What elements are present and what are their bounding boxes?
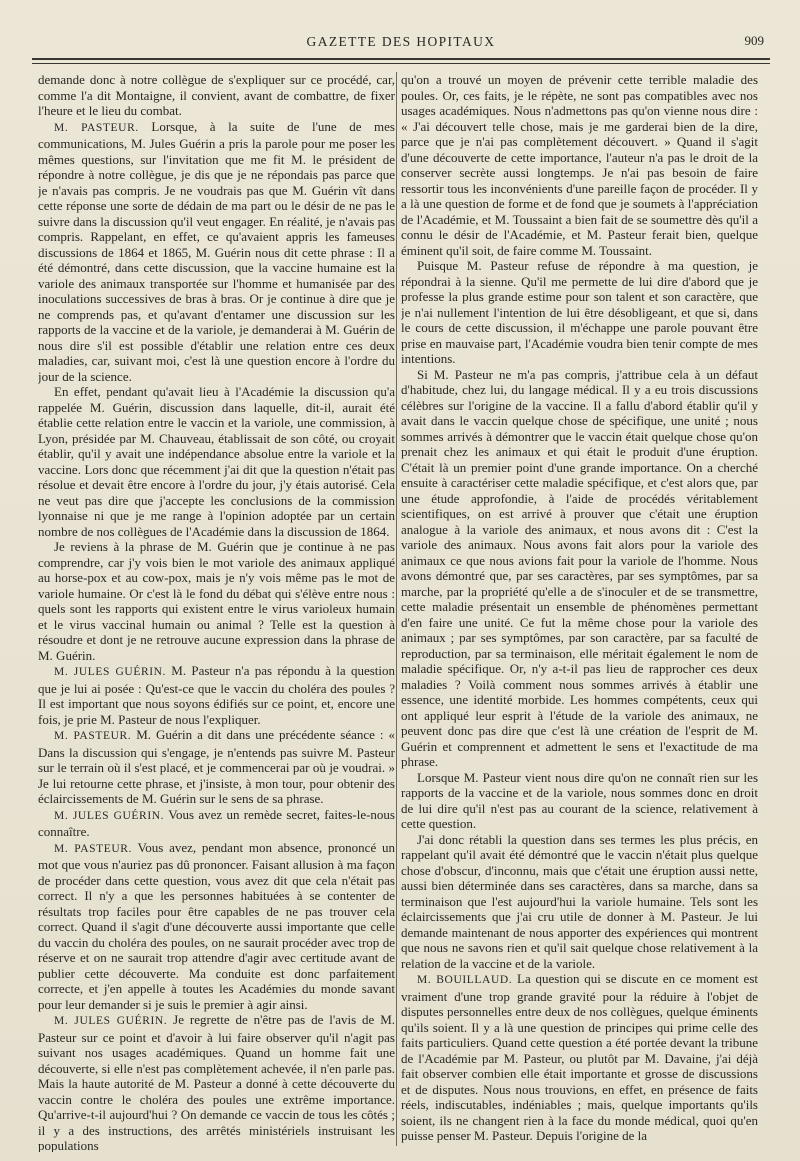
page-header	[32, 30, 770, 52]
speaker-name: M. JULES GUÉRIN.	[54, 1015, 168, 1027]
paragraph	[401, 770, 758, 832]
paragraph	[38, 539, 395, 663]
paragraph	[401, 258, 758, 367]
paragraph	[401, 971, 758, 1144]
paragraph-text: Puisque M. Pasteur refuse de répondre à ma question, je répondrai à la sienne. Qu'il me permette de lui dire d'abord que je professe la plus grande estime pour son talent et son caractère, que je n'ai nullement l'intention de lui être désobligeant, et que si, dans le cours de cette discussion, il m'échappe une parole pouvant être prise en mauvaise part, l'Académie voudra bien tenir compte de mes intentions.	[401, 258, 758, 366]
paragraph-text: J'ai donc rétabli la question dans ses termes les plus précis, en rappelant qu'il avait été démontré que le vaccin n'était plus quelque chose d'obscur, d'inconnu, mais que c'était une éruption aussi nette, aussi bien déterminée dans ses caractères, dans sa marche, dans sa terminaison que l'est aujourd'hui la variole humaine. Tels sont les éclaircissements que j'ai cru utile de donner à M. Pasteur. Je lui demande maintenant de nous apporter des expériences qui montrent que nous ne savons rien et qu'il sait quelque chose relativement à la relation de la vaccine et de la variole.	[401, 831, 758, 971]
paragraph	[38, 384, 395, 539]
speaker-name: M. BOUILLAUD.	[417, 974, 513, 986]
paragraph	[38, 840, 395, 1013]
paragraph-text: Je regrette de n'être pas de l'avis de M. Pasteur sur ce point et d'avoir à lui faire observer qu'il n'agit pas suivant nos usages académiques. Quand un homme fait une découverte, si elle n'est pas complètement achevée, il n'en parle pas. Mais la haute autorité de M. Pasteur a donné à cette découverte du vaccin contre le choléra des poules une extrême importance. Qu'arrive-t-il aujourd'hui ? On demande ce vaccin de tous les côtés ; il y a des instructions, des arrêtés ministériels instruisant les populations	[38, 1012, 395, 1152]
paragraph	[38, 119, 395, 385]
paragraph	[38, 1012, 395, 1152]
paragraph-text: Lorsque M. Pasteur vient nous dire qu'on ne connaît rien sur les rapports de la vaccine et de la variole, nous sommes donc en droit de lui dire qu'il n'est pas au courant de la science, relativement à cette question.	[401, 769, 758, 831]
paragraph-text: Vous avez, pendant mon absence, prononcé un mot que vous n'auriez pas dû prononcer. Faisant allusion à ma façon de procéder dans cette question, vous avez dit que cela n'était pas correct. Il n'y a que les personnes habituées à se contenter de résultats trop faciles pour être capables de ne pas trouver cela correct. Quand il s'agit d'une découverte aussi importante que celle du vaccin du choléra des poules, on ne saurait procéder avec trop de réserve et on ne saurait trop attendre d'agir avec certitude avant de publier cette découverte. Ma conduite est donc parfaitement correcte, et j'en appelle à toutes les Académies du monde savant pour leur demander si je suis le premier à agir ainsi.	[38, 839, 395, 1012]
page-number: 909	[744, 33, 764, 48]
paragraph-text: M. Guérin a dit dans une précédente séance : « Dans la discussion qui s'engage, je n'entends pas suivre M. Pasteur sur le terrain où il s'est placé, et je commencerai par où je voudrai. » Je lui retourne cette phrase, et j'insiste, à mon tour, pour obtenir des éclaircissements de M. Guérin sur le sens de sa phrase.	[38, 727, 395, 806]
paragraph-text: M. Pasteur n'a pas répondu à la question que je lui ai posée : Qu'est-ce que le vaccin du choléra des poules ? Il est important que nous soyons édifiés sur ce point, et, encore une fois, je prie M. Pasteur de nous l'expliquer.	[38, 663, 395, 727]
paragraph	[38, 72, 395, 119]
header-rule-thick	[32, 58, 770, 60]
paragraph-text: En effet, pendant qu'avait lieu à l'Académie la discussion qu'a rappelée M. Guérin, discussion dans laquelle, dit-il, aurait été établie cette relation entre le vaccin et la variole, une commission, à Lyon, présidée par M. Chauveau, établissait de son côté, ou croyait établir, qu'il y avait une indépendance absolue entre la variole et la vaccine. Lors donc que récemment j'ai dit que la question n'était pas résolue et devait être encore à l'ordre du jour, j'y étais autorisé. Cela ne veut pas dire que j'accepte les conclusions de la commission lyonnaise ni que je me range à l'opinion adoptée par un certain nombre de nos collègues de l'Académie dans la discussion de 1864.	[38, 384, 395, 539]
paragraph-text: La question qui se discute en ce moment est vraiment d'une trop grande gravité pour la réduire à l'objet de disputes personnelles entre deux de nos collègues, quelque éminents qu'ils soient. Il y a là une question de principes qui prime celle des faits particuliers. Quand cette question a été portée devant la tribune de l'Académie par M. Pasteur, ou plutôt par M. Davaine, j'ai déjà fait observer combien elle était importante et grosse de discussions et de disputes. Nous nous trouvions, en effet, en présence de faits réels, indiscutables, indéniables ; mais, quelque importants qu'ils soient, ils ne changent rien à la face du monde médical, quoi qu'en puisse penser M. Pasteur. Depuis l'origine de la	[401, 971, 758, 1143]
paragraph	[401, 367, 758, 770]
column-divider	[396, 72, 397, 1146]
paragraph-text: Je reviens à la phrase de M. Guérin que je continue à ne pas comprendre, car j'y vois bien le mot variole des animaux appliqué au horse-pox et au cow-pox, mais je n'y vois même pas le mot de variole humaine. Or c'est là le fond du débat qui s'élève entre nous : quels sont les rapports qui existent entre le virus varioleux humain et le virus vaccinal humain ou animal ? Telle est la question à résoudre et dont je ne retrouve aucune expression dans la phrase de M. Guérin.	[38, 539, 395, 663]
speaker-name: M. PASTEUR.	[54, 121, 139, 134]
speaker-name: M. JULES GUÉRIN.	[54, 809, 165, 822]
paragraph-text: Vous avez un remède secret, faites-le-nous connaître.	[38, 806, 395, 839]
left-column	[38, 72, 395, 1152]
running-title: GAZETTE DES HOPITAUX	[306, 34, 496, 49]
header-rule-thin	[32, 63, 770, 64]
paragraph-text: Si M. Pasteur ne m'a pas compris, j'attribue cela à un défaut d'habitude, chez lui, du langage médical. Il y a eu trois discussions célèbres sur l'origine de la vaccine. Il a fallu d'abord établir qu'il y avait dans le vaccin quelque chose de spécifique, une unité ; nous sommes arrivés à démontrer que le vaccin était quelque chose qu'on prenait chez les animaux et qui était le produit d'une éruption. C'était là un premier point d'une grande importance. On a cherché ensuite à caractériser cette maladie spécifique, et c'est alors que, par une étude approfondie, à l'aide de procédés véritablement scientifiques, on est arrivé à prouver que c'était une éruption analogue à la variole des animaux, et nous avons dit : C'est la variole des animaux. Nous avons fait alors pour la variole des animaux ce que nous avions fait pour la variole de l'homme. Nous avons démontré que, par ses caractères, par ses symptômes, par sa marche, par la propriété qu'elle a de s'inoculer et de se transmettre, cette maladie présentait un ensemble de phénomènes permettant d'en faire une unité. Ce fut la même chose pour la variole des animaux ; par ses symptômes, par son caractère, par sa faculté de reproduction, par sa terminaison, elle méritait également le nom de maladie spécifique. Or, n'y a-t-il pas lieu de rapprocher ces deux maladies ? Voilà comment nous sommes arrivés à établir une essence, une identité morbide. Les hommes compétents, ceux qui ont appliqué leur esprit à l'étude de la variole des animaux, ne peuvent donc pas dire que c'est là une création de l'esprit de M. Guérin et comprennent et admettent le sens et l'exactitude de ma phrase.	[401, 366, 758, 769]
paragraph	[38, 807, 395, 840]
speaker-name: M. JULES GUÉRIN.	[54, 666, 167, 678]
speaker-name: M. PASTEUR.	[54, 842, 133, 855]
right-column	[401, 72, 758, 1152]
paragraph-text: Lorsque, à la suite de l'une de mes communications, M. Jules Guérin a pris la parole pour me poser les mêmes questions, sur l'invitation que me fit M. le président de répondre à notre collègue, je dis que je ne répondais pas parce que je n'avais pas compris. Je ne voudrais pas que M. Guérin vît dans cette réponse une sorte de dédain de ma part ou le désir de ne pas le suivre dans la discussion qu'il veut engager. En réalité, je n'avais pas compris. Rappelant, en effet, ce qu'avaient appris les fameuses discussions de 1864 et 1865, M. Guérin nous dit cette phrase : Il a été démontré, dans cette discussion, que la vaccine humaine est la variole des animaux transportée sur l'homme et humanisée par des inoculations successives de bras à bras. Or je continue à dire que je ne comprends pas, et qu'avant d'entamer une discussion sur les rapports de la vaccine et de la variole, je demanderai à M. Guérin de nous dire s'il est possible d'établir une relation entre ces deux maladies, car, suivant moi, c'est là une question encore à l'ordre du jour de la science.	[38, 118, 395, 384]
paragraph	[38, 663, 395, 727]
paragraph	[401, 72, 758, 258]
speaker-name: M. PASTEUR.	[54, 730, 132, 742]
paragraph-text: demande donc à notre collègue de s'expliquer sur ce procédé, car, comme l'a dit Montaigne, il convient, avant de combattre, de fixer l'heure et le lieu du combat.	[38, 72, 395, 118]
paragraph	[401, 832, 758, 972]
paragraph	[38, 727, 395, 807]
paragraph-text: qu'on a trouvé un moyen de prévenir cette terrible maladie des poules. Or, ces faits, je le répète, ne sont pas compatibles avec nos usages académiques. Nous n'admettons pas qu'on vienne nous dire : « J'ai découvert telle chose, mais je me garderai bien de la dire, parce que je n'ai pas complètement découvert. » Quand il s'agit d'une découverte de cette importance, l'auteur n'a pas le droit de la conserver secrète aussi longtemps. Je n'ai pas besoin de faire ressortir tous les inconvénients d'une pareille façon de procéder. Il y a là une question de forme et de fond que je soumets à l'appréciation de l'Académie, et M. Toussaint a bien fait de se soumettre dès qu'il a connu le désir de l'Académie, et M. Pasteur ferait bien, quelque éminent qu'il soit, de faire comme M. Toussaint.	[401, 72, 758, 258]
